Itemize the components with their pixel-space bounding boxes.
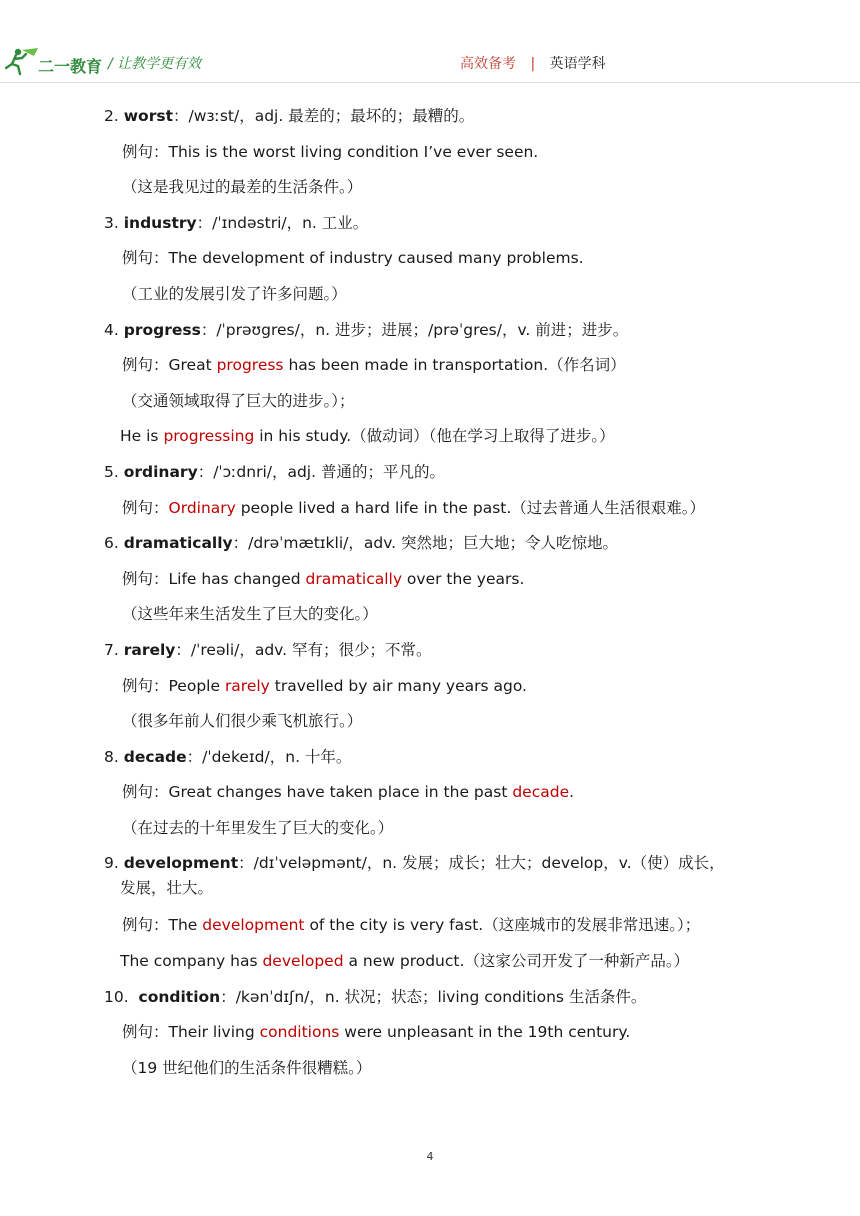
entry-head: 2. worst：/wɜːst/，adj. 最差的；最坏的；最糟的。: [104, 107, 475, 125]
vocab-word: condition: [138, 987, 221, 1006]
translation: （工业的发展引发了许多问题。）: [122, 284, 347, 303]
example-sentence: 例句：Great changes have taken place in the past decade.: [122, 783, 575, 802]
translation: （在过去的十年里发生了巨大的变化。）: [122, 818, 394, 837]
example-sentence: 例句：Life has changed dramatically over the years.: [122, 569, 525, 588]
highlight-word: conditions: [259, 1023, 340, 1042]
runner-icon: [6, 48, 38, 74]
translation: （这是我见过的最差的生活条件。）: [122, 178, 363, 197]
example-sentence: 例句：Ordinary people lived a hard life in the past.（过去普通人生活很艰难。）: [122, 498, 706, 517]
highlight-word: rarely: [224, 676, 270, 695]
highlight-word: developed: [262, 952, 344, 971]
entry-head: 9. development：/dɪˈveləpmənt/，n. 发展；成长；壮大；develop，v.（使）成长，: [104, 854, 725, 873]
example-sentence: 例句：This is the worst living condition I’ve ever seen.: [122, 142, 539, 161]
translation: （很多年前人们很少乘飞机旅行。）: [122, 712, 363, 731]
entry-head: 5. ordinary：/ˈɔːdnri/，adj. 普通的；平凡的。: [104, 462, 445, 481]
vocab-word: progress: [123, 320, 201, 339]
example-sentence: The company has developed a new product.（这家公司开发了一种新产品。）: [120, 952, 690, 971]
highlight-word: development: [202, 916, 305, 935]
example-sentence: He is progressing in his study.（做动词）（他在学习上取得了进步。）: [120, 427, 615, 446]
highlight-word: decade: [512, 783, 570, 802]
example-sentence: 例句：The development of the city is very fast.（这座城市的发展非常迅速。）；: [122, 916, 701, 935]
example-sentence: 例句：Their living conditions were unpleasant in the 19th century.: [122, 1023, 631, 1042]
vocab-word: decade: [123, 747, 187, 766]
highlight-word: progressing: [163, 427, 255, 446]
entry-head: 4. progress：/ˈprəʊgres/，n. 进步；进展；/prəˈgres/，v. 前进；进步。: [104, 320, 629, 339]
highlight-word: dramatically: [305, 569, 402, 588]
vocab-list: [104, 102, 764, 1089]
header-label: 高效备考: [460, 56, 516, 72]
entry-head: 7. rarely：/ˈreəli/，adv. 罕有；很少；不常。: [104, 640, 432, 659]
vocab-word: industry: [123, 213, 197, 232]
example-sentence: 例句：Great progress has been made in transportation.（作名词）: [122, 356, 626, 375]
logo: [4, 46, 112, 80]
slogan: / 让教学更有效: [108, 56, 202, 72]
vocab-word: dramatically: [123, 534, 233, 553]
entry-head: 10. condition：/kənˈdɪʃn/，n. 状况；状态；living conditions 生活条件。: [104, 987, 647, 1006]
header-subject: 英语学科: [549, 56, 606, 72]
vocab-word: ordinary: [123, 462, 198, 481]
entry-head-continued: 发展，壮大。: [120, 879, 214, 898]
header-divider: [0, 82, 860, 83]
entry-head: 6. dramatically：/drəˈmætɪkli/，adv. 突然地；巨大地；令人吃惊地。: [104, 534, 619, 553]
highlight-word: progress: [216, 356, 284, 375]
vocab-word: rarely: [123, 640, 176, 659]
vocab-word: development: [123, 854, 239, 873]
example-sentence: 例句：The development of industry caused many problems.: [122, 249, 584, 268]
entry-head: 8. decade：/ˈdekeɪd/，n. 十年。: [104, 747, 352, 766]
header-right: [460, 53, 606, 73]
highlight-word: Ordinary: [168, 498, 236, 517]
page-header: [0, 0, 860, 80]
vocab-word: worst: [123, 107, 173, 125]
header-separator: |: [530, 56, 536, 72]
translation: （这些年来生活发生了巨大的变化。）: [122, 605, 378, 624]
translation: （19 世纪他们的生活条件很糟糕。）: [122, 1058, 372, 1077]
translation: （交通领域取得了巨大的进步。）；: [122, 391, 355, 410]
svg-text:二一教育: 二一教育: [38, 57, 103, 76]
entry-head: 3. industry：/ˈɪndəstri/，n. 工业。: [104, 213, 369, 232]
page-number: 4: [426, 1150, 434, 1163]
example-sentence: 例句：People rarely travelled by air many years ago.: [122, 676, 527, 695]
